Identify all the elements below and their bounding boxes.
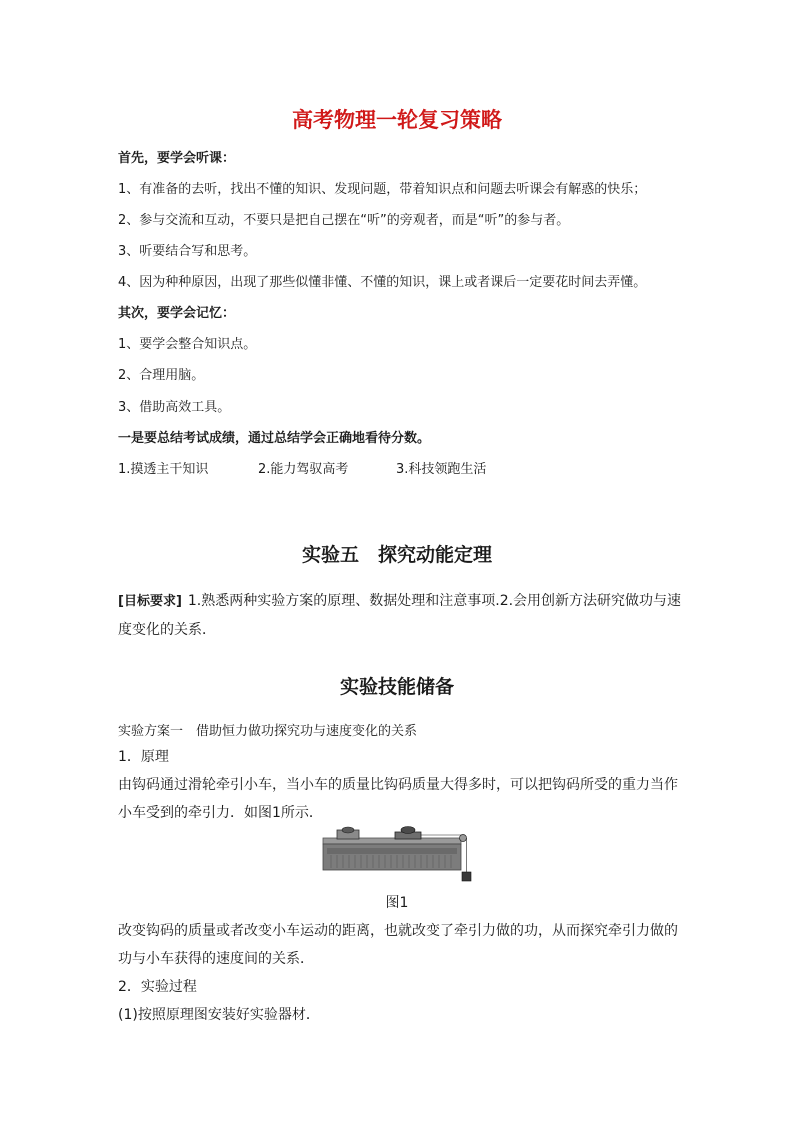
list-item: 2、合理用脑。 (118, 368, 205, 383)
list-item: 2、参与交流和互动，不要只是把自己摆在“听”的旁观者，而是“听”的参与者。 (118, 213, 570, 228)
second-heading: 其次，要学会记忆： (118, 306, 236, 321)
principle-line-2: 小车受到的牵引力．如图1所示． (118, 805, 323, 821)
page-title: 高考物理一轮复习策略 (292, 108, 502, 132)
summary-item: 2.能力驾驭高考 (258, 462, 349, 477)
after-figure-line-2: 功与小车获得的速度间的关系． (118, 951, 314, 967)
process-heading: 2．实验过程 (118, 979, 197, 995)
principle-heading: 1．原理 (118, 749, 169, 765)
section-title: 实验技能储备 (339, 676, 454, 698)
summary-item: 1.摸透主干知识 (118, 462, 209, 477)
summary-heading: 一是要总结考试成绩，通过总结学会正确地看待分数。 (118, 431, 431, 446)
list-item: 3、借助高效工具。 (118, 400, 231, 415)
after-figure-line-1: 改变钩码的质量或者改变小车运动的距离，也就改变了牵引力做的功，从而探究牵引力做的 (118, 923, 678, 939)
goal-text: 1.熟悉两种实验方案的原理、数据处理和注意事项.2.会用创新方法研究做功与速 (187, 593, 682, 609)
principle-line-1: 由钩码通过滑轮牵引小车，当小车的质量比钩码质量大得多时，可以把钩码所受的重力当作 (118, 777, 678, 793)
goal-label: [目标要求] (118, 594, 182, 609)
figure-caption: 图1 (385, 895, 409, 911)
goal-line-1 (118, 590, 681, 610)
experiment-title: 实验五 探究动能定理 (301, 544, 492, 566)
figure-apparatus (321, 824, 473, 886)
first-heading: 首先，要学会听课： (118, 151, 236, 166)
list-item: 1、要学会整合知识点。 (118, 337, 257, 352)
list-item: 1、有准备的去听，找出不懂的知识、发现问题，带着知识点和问题去听课会有解惑的快乐； (118, 182, 647, 197)
goal-line-2: 度变化的关系． (118, 622, 216, 638)
plan-one-heading: 实验方案一 借助恒力做功探究功与速度变化的关系 (118, 724, 418, 739)
list-item: 4、因为种种原因，出现了那些似懂非懂、不懂的知识，课上或者课后一定要花时间去弄懂。 (118, 275, 647, 290)
summary-item: 3.科技领跑生活 (396, 462, 487, 477)
list-item: 3、听要结合写和思考。 (118, 244, 257, 259)
process-step-1: (1)按照原理图安装好实验器材． (118, 1007, 320, 1023)
apparatus-illustration (321, 824, 473, 886)
